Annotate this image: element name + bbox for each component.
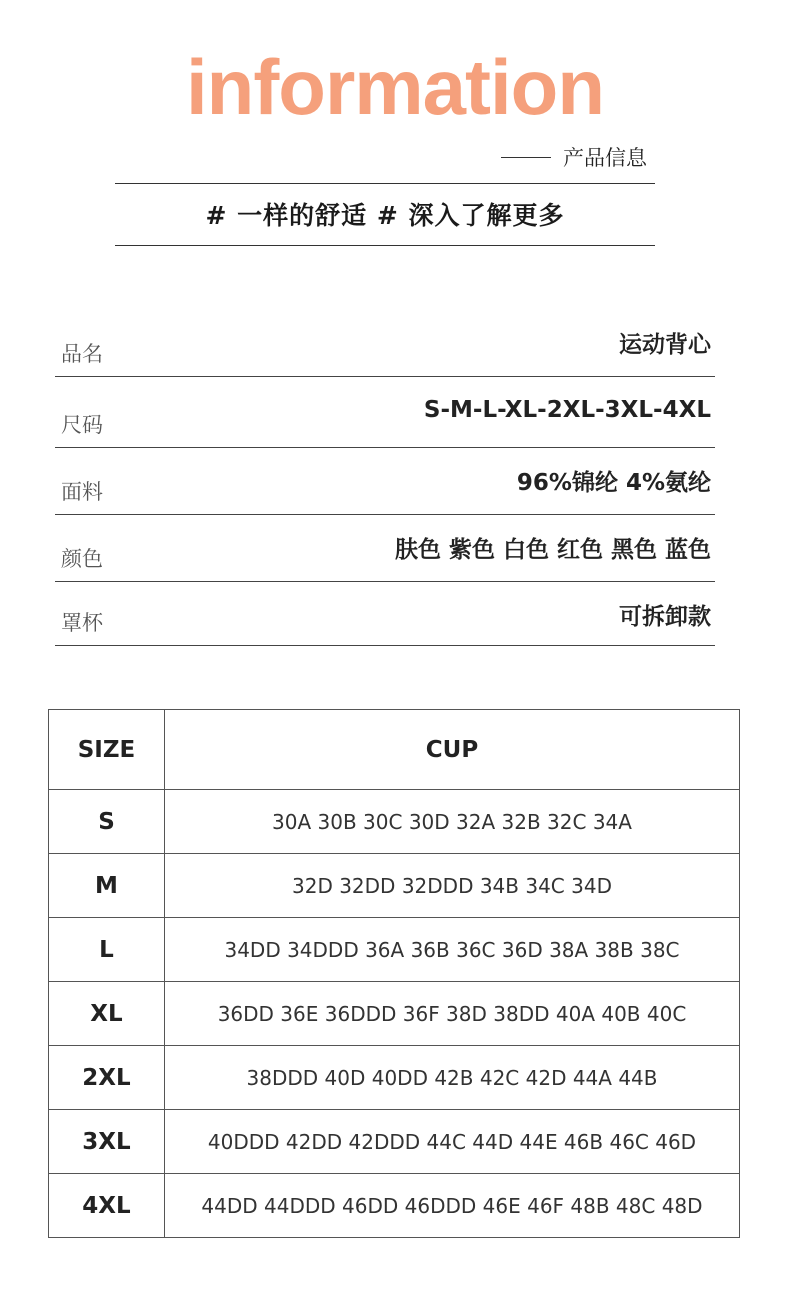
table-header-size: SIZE	[49, 710, 165, 790]
table-row	[49, 918, 740, 982]
size-cell: 3XL	[49, 1110, 165, 1174]
cup-cell: 30A 30B 30C 30D 32A 32B 32C 34A	[165, 790, 740, 854]
cup-cell: 36DD 36E 36DDD 36F 38D 38DD 40A 40B 40C	[165, 982, 740, 1046]
page-title: information	[186, 43, 604, 131]
spec-label: 罩杯	[61, 611, 103, 635]
tagline: # 一样的舒适 # 深入了解更多	[205, 201, 565, 230]
spec-value: 运动背心	[619, 332, 711, 358]
top-divider	[115, 183, 655, 184]
table-row	[49, 790, 740, 854]
bottom-divider	[115, 245, 655, 246]
table-row	[49, 1046, 740, 1110]
spec-value: 96%锦纶 4%氨纶	[516, 470, 711, 496]
cup-cell: 34DD 34DDD 36A 36B 36C 36D 38A 38B 38C	[165, 918, 740, 982]
subtitle	[501, 143, 647, 171]
size-cell: L	[49, 918, 165, 982]
spec-value: S-M-L-XL-2XL-3XL-4XL	[423, 397, 711, 423]
size-cell: XL	[49, 982, 165, 1046]
size-cell: M	[49, 854, 165, 918]
table-header-cup: CUP	[165, 710, 740, 790]
spec-row-color	[55, 515, 715, 582]
table-row	[49, 1110, 740, 1174]
spec-value: 可拆卸款	[619, 604, 711, 630]
cup-cell: 38DDD 40D 40DD 42B 42C 42D 44A 44B	[165, 1046, 740, 1110]
spec-row-fabric	[55, 448, 715, 515]
spec-row-name	[55, 318, 715, 377]
table-row	[49, 854, 740, 918]
size-cell: S	[49, 790, 165, 854]
size-table	[48, 709, 740, 1238]
size-cell: 2XL	[49, 1046, 165, 1110]
spec-label: 尺码	[61, 413, 103, 437]
spec-row-size	[55, 377, 715, 448]
cup-cell: 32D 32DD 32DDD 34B 34C 34D	[165, 854, 740, 918]
cup-cell: 44DD 44DDD 46DD 46DDD 46E 46F 48B 48C 48D	[165, 1174, 740, 1238]
table-header-row	[49, 710, 740, 790]
spec-label: 面料	[61, 480, 103, 504]
cup-cell: 40DDD 42DD 42DDD 44C 44D 44E 46B 46C 46D	[165, 1110, 740, 1174]
subtitle-dash	[501, 157, 551, 158]
spec-label: 颜色	[61, 547, 103, 571]
spec-list	[55, 318, 715, 646]
table-row	[49, 982, 740, 1046]
subtitle-text: 产品信息	[563, 146, 647, 170]
spec-row-cup	[55, 582, 715, 646]
spec-value: 肤色 紫色 白色 红色 黑色 蓝色	[394, 537, 711, 563]
table-row	[49, 1174, 740, 1238]
size-cell: 4XL	[49, 1174, 165, 1238]
spec-label: 品名	[61, 342, 103, 366]
